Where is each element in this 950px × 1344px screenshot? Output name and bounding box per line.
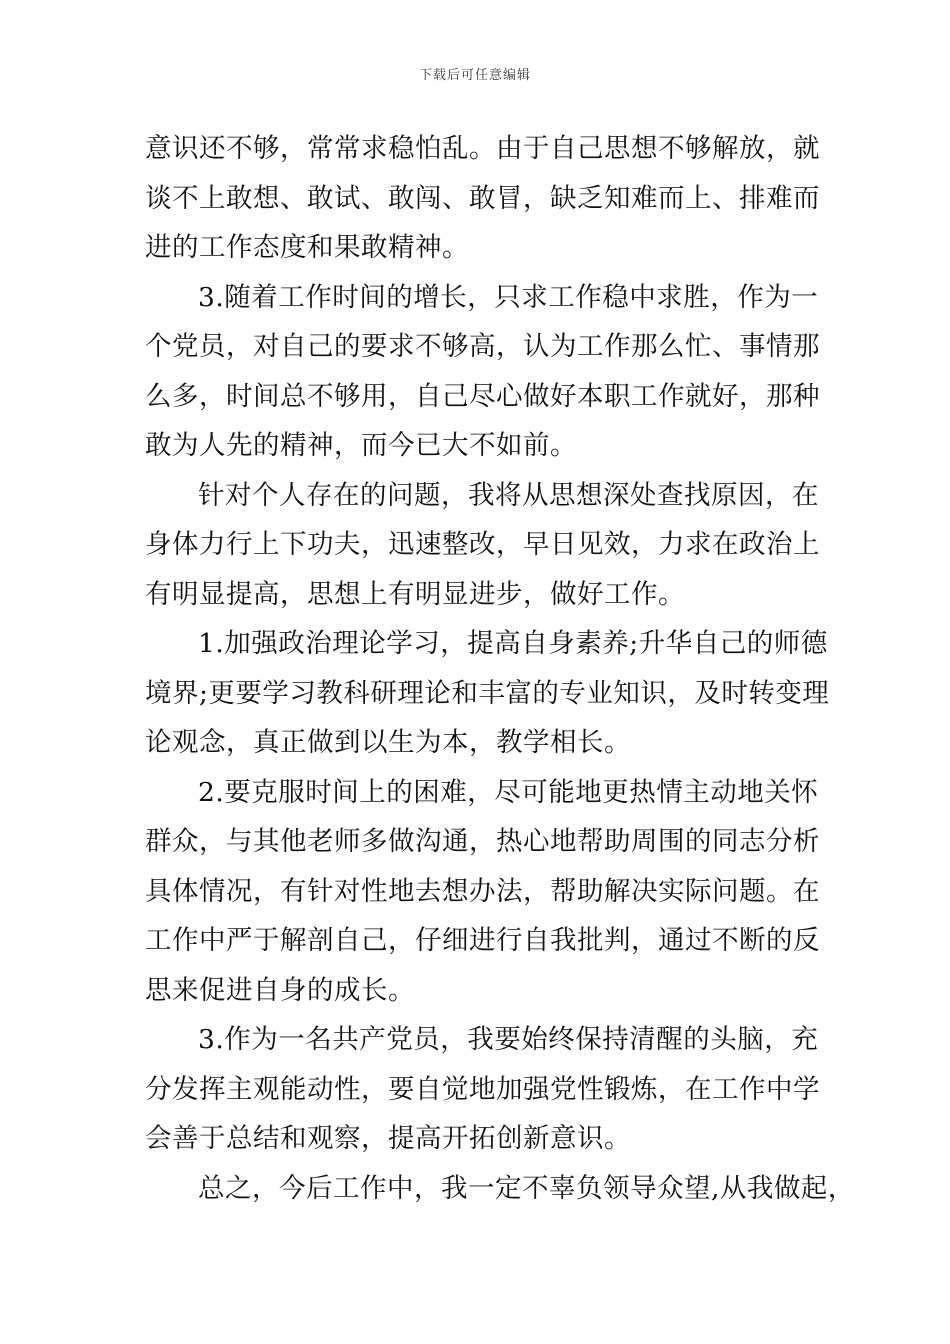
text-line: 个党员，对自己的要求不够高，认为工作那么忙、事情那	[145, 331, 820, 362]
paragraph-intro-measures	[145, 471, 820, 620]
text-line: 工作中严于解剖自己，仔细进行自我批判，通过不断的反	[145, 925, 820, 956]
text-line: 思来促进自身的成长。	[145, 974, 415, 1006]
text-line: 2.要克服时间上的困难，尽可能地更热情主动地关怀	[198, 776, 819, 808]
text-line: 身体力行上下功夫，迅速整改，早日见效，力求在政治上	[145, 529, 820, 560]
text-line: 进的工作态度和果敢精神。	[145, 232, 469, 263]
text-line: 具体情况，有针对性地去想办法，帮助解决实际问题。在	[145, 875, 820, 907]
text-line: 3.随着工作时间的增长，只求工作稳中求胜，作为一	[198, 281, 819, 313]
text-line: 针对个人存在的问题，我将从思想深处查找原因，在	[198, 479, 819, 511]
text-line: 论观念，真正做到以生为本，教学相长。	[145, 727, 631, 758]
text-line: 敢为人先的精神，而今已大不如前。	[145, 430, 577, 461]
paragraph-item-3-problem	[145, 273, 820, 471]
text-line: 谈不上敢想、敢试、敢闯、敢冒，缺乏知难而上、排难而	[145, 182, 820, 214]
document-body	[145, 124, 855, 1213]
text-line: 么多，时间总不够用，自己尽心做好本职工作就好，那种	[145, 380, 820, 412]
text-line: 会善于总结和观察，提高开拓创新意识。	[145, 1123, 631, 1154]
text-line: 总之，今后工作中，我一定不辜负领导众望,从我做起，	[198, 1172, 855, 1204]
page-header: 下载后可任意编辑	[418, 68, 531, 83]
text-line: 分发挥主观能动性，要自觉地加强党性锻炼，在工作中学	[145, 1073, 820, 1105]
paragraph-conclusion	[145, 1164, 855, 1214]
paragraph-measure-1	[145, 619, 830, 768]
text-line: 3.作为一名共产党员，我要始终保持清醒的头脑，充	[198, 1024, 819, 1055]
paragraph-continued	[145, 124, 820, 273]
text-line: 意识还不够，常常求稳怕乱。由于自己思想不够解放，就	[145, 133, 820, 164]
paragraph-measure-2	[145, 768, 820, 1016]
text-line: 有明显提高，思想上有明显进步，做好工作。	[145, 578, 685, 610]
paragraph-measure-3	[145, 1015, 820, 1164]
text-line: 群众，与其他老师多做沟通，热心地帮助周围的同志分析	[145, 826, 820, 857]
text-line: 1.加强政治理论学习，提高自身素养;升华自己的师德	[198, 628, 828, 659]
text-line: 境界;更要学习教科研理论和丰富的专业知识，及时转变理	[145, 677, 830, 709]
